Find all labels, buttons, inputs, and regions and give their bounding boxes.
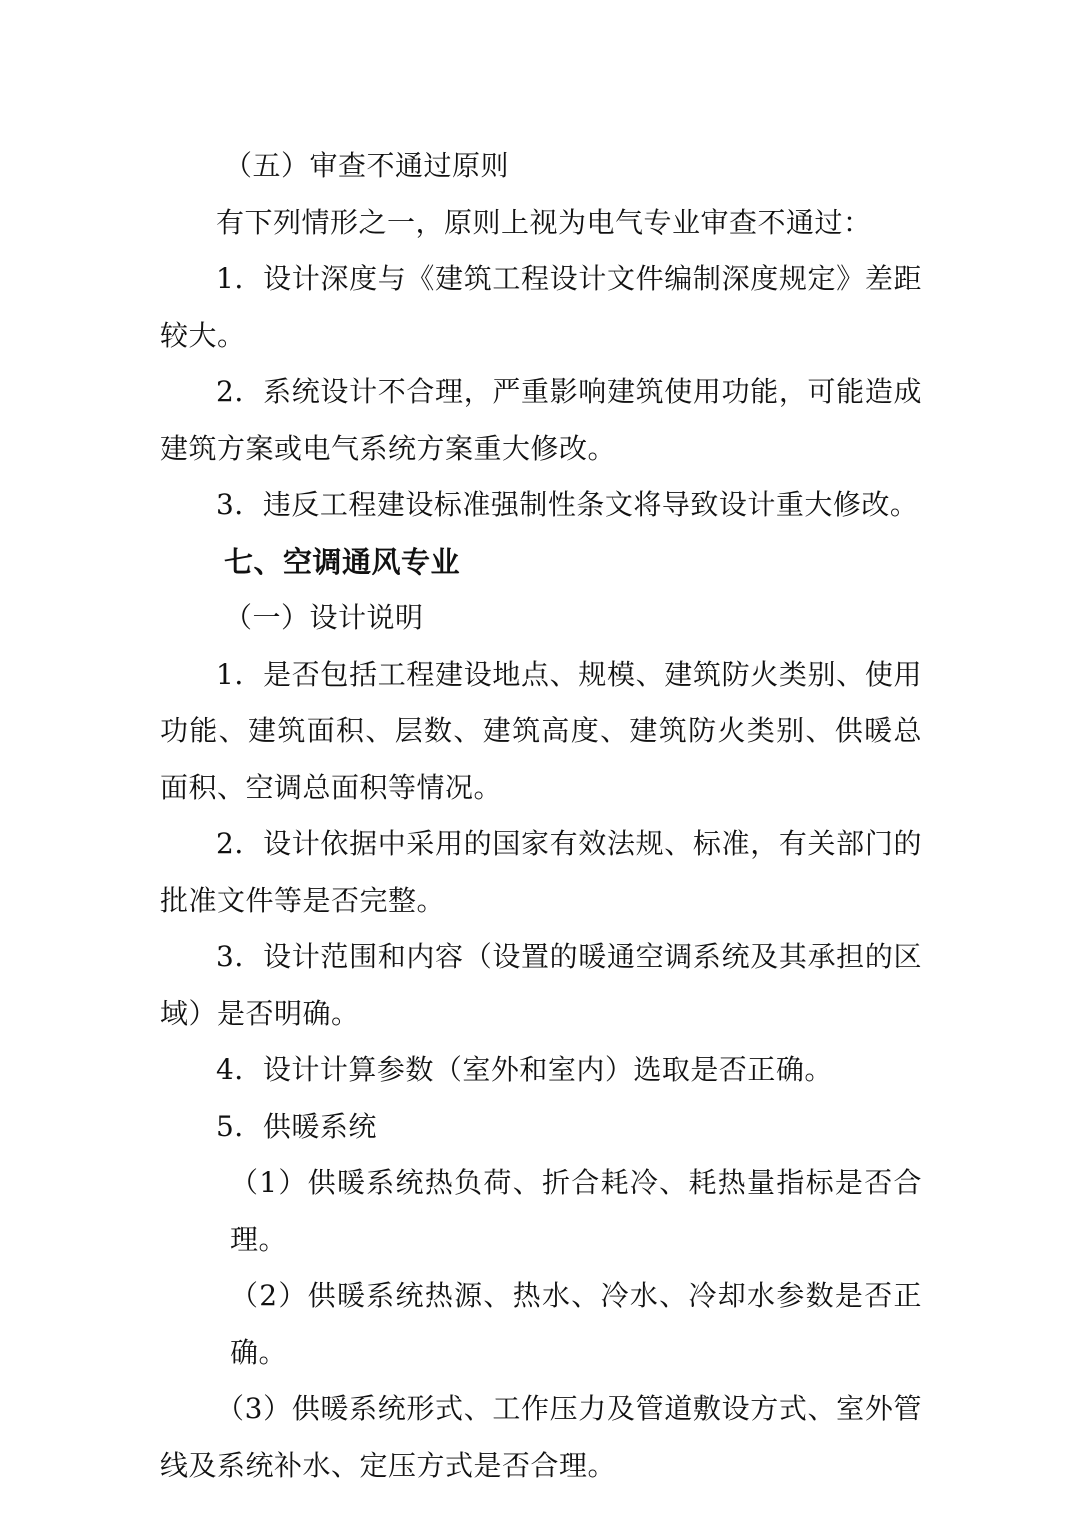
section-heading-hvac: 七、空调通风专业: [224, 544, 461, 579]
paragraph-design-item-1: 1．是否包括工程建设地点、规模、建筑防火类别、使用功能、建筑面积、层数、建筑高度、建筑防火类别、供暖总面积、空调总面积等情况。: [160, 657, 922, 804]
paragraph-item-2: 2．系统设计不合理，严重影响建筑使用功能，可能造成建筑方案或电气系统方案重大修改。: [160, 375, 922, 465]
section-subheading-review-fail: （五）审查不通过原则: [224, 149, 510, 182]
paragraph-heating-item-3: （3）供暖系统形式、工作压力及管道敷设方式、室外管线及系统补水、定压方式是否合理。: [160, 1392, 922, 1482]
paragraph-item-3: 3．违反工程建设标准强制性条文将导致设计重大修改。: [216, 488, 919, 521]
paragraph-design-item-5: 5．供暖系统: [216, 1109, 377, 1143]
paragraph-review-fail-intro: 有下列情形之一，原则上视为电气专业审查不通过：: [216, 205, 872, 239]
paragraph-design-item-4: 4．设计计算参数（室外和室内）选取是否正确。: [216, 1053, 833, 1086]
paragraph-item-1: 1．设计深度与《建筑工程设计文件编制深度规定》差距较大。: [160, 262, 922, 352]
section-subheading-design-notes: （一）设计说明: [224, 601, 424, 634]
document-body: [160, 138, 922, 1494]
paragraph-design-item-2: 2．设计依据中采用的国家有效法规、标准，有关部门的批准文件等是否完整。: [160, 827, 922, 917]
paragraph-heating-item-1: （1）供暖系统热负荷、折合耗冷、耗热量指标是否合理。: [230, 1166, 922, 1256]
paragraph-heating-item-2: （2）供暖系统热源、热水、冷水、冷却水参数是否正确。: [230, 1279, 922, 1369]
paragraph-design-item-3: 3．设计范围和内容（设置的暖通空调系统及其承担的区域）是否明确。: [160, 940, 922, 1030]
